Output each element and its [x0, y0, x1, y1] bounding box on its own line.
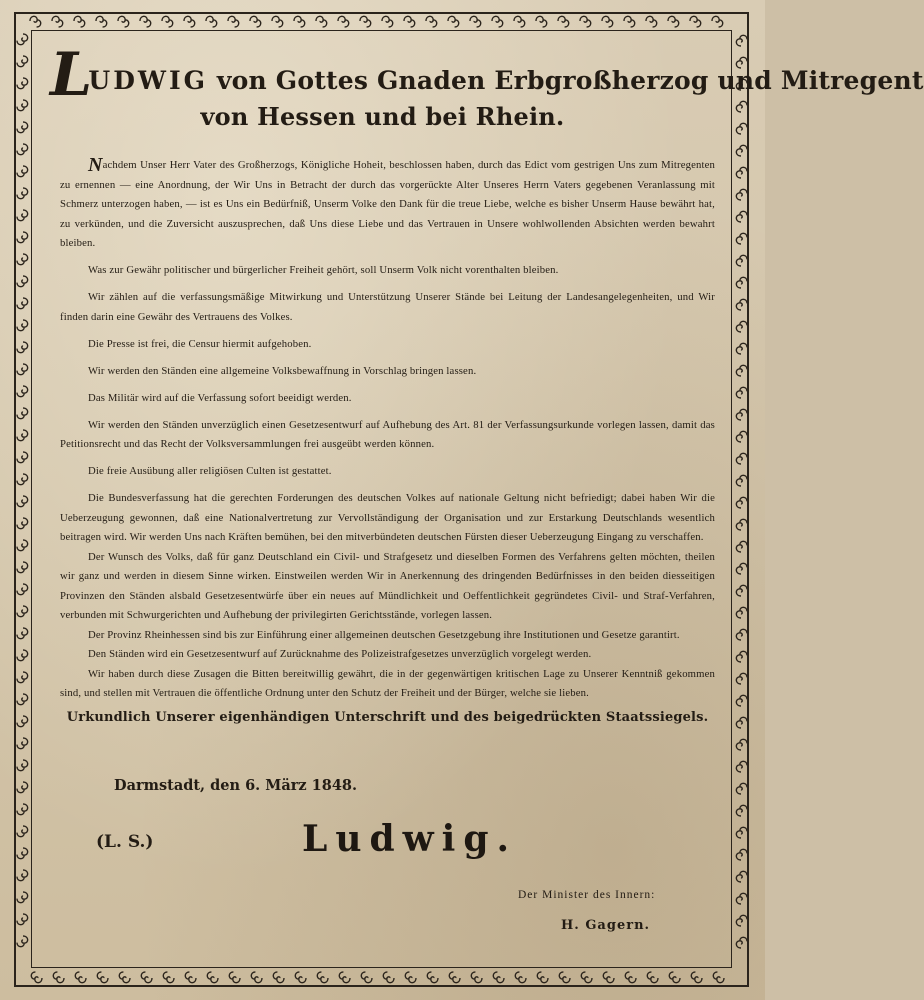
paragraph-13: Wir haben durch diese Zusagen die Bitten bereitwillig gewährt, die in der gegenwärtigen kritischen Lage zu Unserer Kenntniß gekommen sind, und stellen mit Vertrauen die öffentliche Ordnung unter den Schutz der Freiheit und der Bürger, welche sie lieben.	[60, 667, 715, 699]
paragraph-10: Der Wunsch des Volks, daß für ganz Deutschland ein Civil- und Strafgesetz und dieselben Formen des Verfahrens gelten möchten, theilen wir ganz und werden in diesem Sinne wirken. Einstweilen werden Wir in Anerkennung des dringenden Bedürfnisses in den beiden diesseitigen Provinzen den Ständen alsbald Gesetzesentwürfe über ein neues auf Mündlichkeit und Oeffentlichkeit gegründetes Civil- und Straf-Verfahren, verbunden mit Schwurgerichten und Aufhebung der privilegirten Gerichtsstände, vorlegen lassen.	[60, 550, 715, 621]
paragraph-5: Wir werden den Ständen eine allgemeine Volksbewaffnung in Vorschlag bringen lassen.	[88, 364, 477, 377]
document-body	[50, 40, 924, 727]
signoff-line: Urkundlich Unserer eigenhändigen Unterschrift und des beigedrückten Staatssiegels.	[66, 709, 709, 725]
minister-title: Der Minister des Innern:	[518, 889, 656, 901]
paragraph-2: Was zur Gewähr politischer und bürgerlicher Freiheit gehört, soll Unserm Volk nicht vorenthalten bleiben.	[88, 264, 559, 276]
heading-initial: L	[50, 40, 93, 110]
place-and-date: Darmstadt, den 6. März 1848.	[114, 777, 358, 794]
paragraph-4: Die Presse ist frei, die Censur hiermit aufgehoben.	[88, 337, 312, 350]
paragraph-3: Wir zählen auf die verfassungsmäßige Mitwirkung und Unterstützung Unserer Stände bei Leitung der Landesangelegenheiten, und Wir finden darin eine Gewähr des Vertrauens des Volkes.	[60, 291, 715, 323]
paragraph-1: Nachdem Unser Herr Vater des Großherzogs, Königliche Hoheit, beschlossen haben, durch das Edict vom gestrigen Uns zum Mitregenten zu ernennen — eine Anordnung, der Wir Uns in Betracht der durch das vorgerückte Alter Unseres Herrn Vaters gegebenen Veranlassung mit Schmerz unterzogen haben, — ist es Uns ein Bedürfniß, Unserm Volke den Dank für die treue Liebe, welche es bisher Unserm Hause bewährt hat, zu verkünden, und die Zuversicht auszusprechen, daß Uns diese Liebe und das Vertrauen in Unsere wohlwollenden Absichten werden bewahrt bleiben.	[60, 154, 715, 249]
seal-mark: (L. S.)	[96, 832, 154, 852]
paragraph-7: Wir werden den Ständen unverzüglich einen Gesetzesentwurf auf Aufhebung des Art. 81 der Verfassungsurkunde vorlegen lassen, damit das Petitionsrecht und das Recht der Volksversammlungen frei ausgeübt werden können.	[60, 418, 715, 450]
paragraph-6: Das Militär wird auf die Verfassung sofort beeidigt werden.	[88, 391, 352, 404]
heading-line2: von Hessen und bei Rhein.	[200, 102, 565, 131]
paragraph-initial: N	[88, 154, 103, 176]
signature-ludwig: Ludwig.	[302, 818, 518, 860]
document-heading	[50, 40, 924, 134]
paragraph-11: Der Provinz Rheinhessen sind bis zur Einführung einer allgemeinen deutschen Gesetzgebung ihre Institutionen und Gesetze garantirt.	[88, 628, 680, 641]
heading-name-rest: UDWIG	[88, 66, 208, 95]
proclamation-text	[60, 156, 715, 727]
heading-line1-tail: von Gottes Gnaden Erbgroßherzog und Mitregent	[216, 66, 924, 95]
paragraph-12: Den Ständen wird ein Gesetzesentwurf auf Zurücknahme des Polizeistrafgesetzes unverzüglich vorgelegt werden.	[88, 648, 592, 660]
minister-signature: H. Gagern.	[561, 918, 651, 933]
paragraph-9: Die Bundesverfassung hat die gerechten Forderungen des deutschen Volkes auf nationale Geltung nicht befriedigt; dabei haben Wir die Ueberzeugung gewonnen, daß eine Nationalvertretung zur Vervollständigung der Organisation und zur Erstarkung Deutschlands wesentlich beitragen wird. Wir werden Uns nach Kräften bemühen, bei den mitverbündeten deutschen Fürsten dieser Ueberzeugung Eingang zu verschaffen.	[60, 492, 715, 543]
paragraph-8: Die freie Ausübung aller religiösen Culten ist gestattet.	[88, 465, 332, 477]
